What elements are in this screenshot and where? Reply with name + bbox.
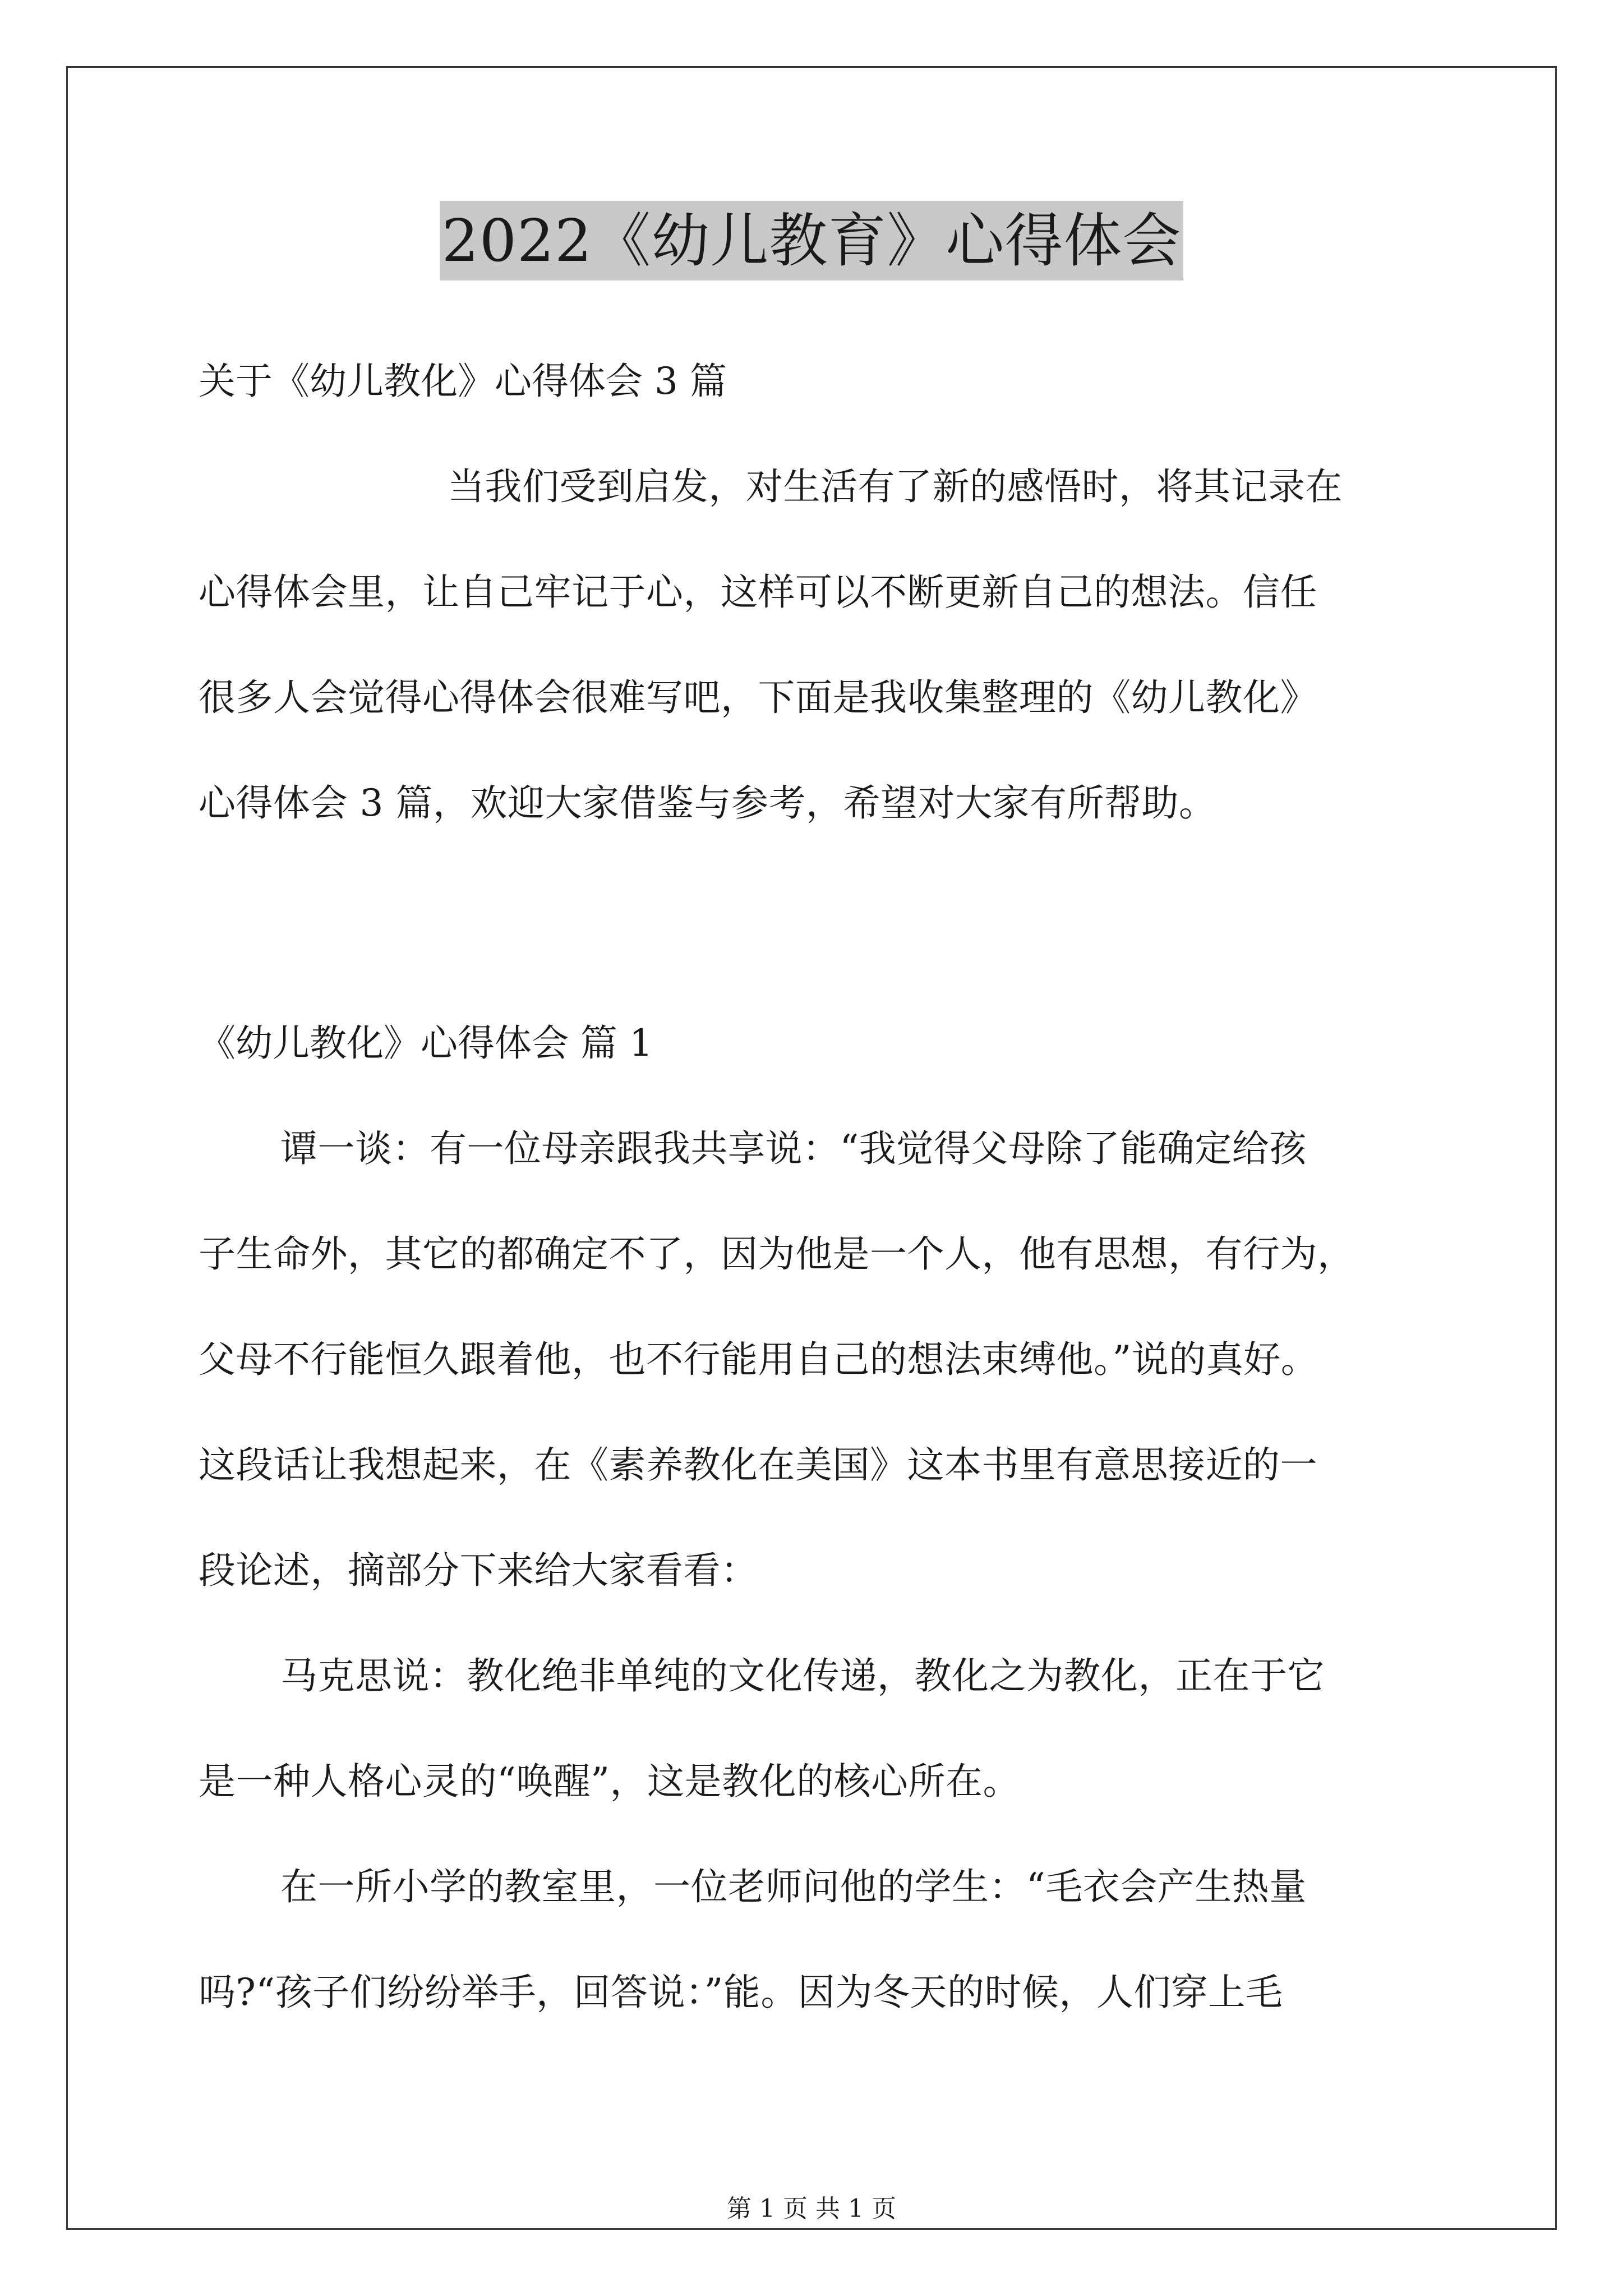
title-container — [0, 201, 1623, 280]
paragraph-line: 马克思说：教化绝非单纯的文化传递，教化之为教化，正在于它 — [280, 1654, 1325, 1697]
paragraph-line: 吗?“孩子们纷纷举手，回答说：”能。因为冬天的时候，人们穿上毛 — [199, 1971, 1283, 2014]
document-title: 2022《幼儿教育》心得体会 — [440, 201, 1184, 280]
paragraph-line: 父母不行能恒久跟着他，也不行能用自己的想法束缚他。”说的真好。 — [199, 1338, 1318, 1381]
paragraph-line: 在一所小学的教室里，一位老师问他的学生：“毛衣会产生热量 — [280, 1865, 1307, 1908]
intro-line: 心得体会里，让自己牢记于心，这样可以不断更新自己的想法。信任 — [199, 570, 1317, 614]
intro-line: 很多人会觉得心得体会很难写吧，下面是我收集整理的《幼儿教化》 — [199, 676, 1317, 719]
paragraph-line: 子生命外，其它的都确定不了，因为他是一个人，他有思想，有行为， — [199, 1232, 1355, 1276]
paragraph-line: 这段话让我想起来，在《素养教化在美国》这本书里有意思接近的一 — [199, 1443, 1317, 1487]
page-number-footer: 第 1 页 共 1 页 — [727, 2194, 896, 2223]
intro-line: 心得体会 3 篇，欢迎大家借鉴与参考，希望对大家有所帮助。 — [199, 781, 1216, 825]
paragraph-line: 是一种人格心灵的“唤醒”，这是教化的核心所在。 — [199, 1760, 1020, 1803]
intro-line: 当我们受到启发，对生活有了新的感悟时，将其记录在 — [448, 465, 1343, 508]
paragraph-line: 段论述，摘部分下来给大家看看： — [199, 1549, 758, 1592]
document-subtitle: 关于《幼儿教化》心得体会 3 篇 — [199, 360, 727, 403]
section-heading: 《幼儿教化》心得体会 篇 1 — [199, 1022, 653, 1065]
paragraph-line: 谭一谈：有一位母亲跟我共享说：“我觉得父母除了能确定给孩 — [280, 1127, 1307, 1170]
